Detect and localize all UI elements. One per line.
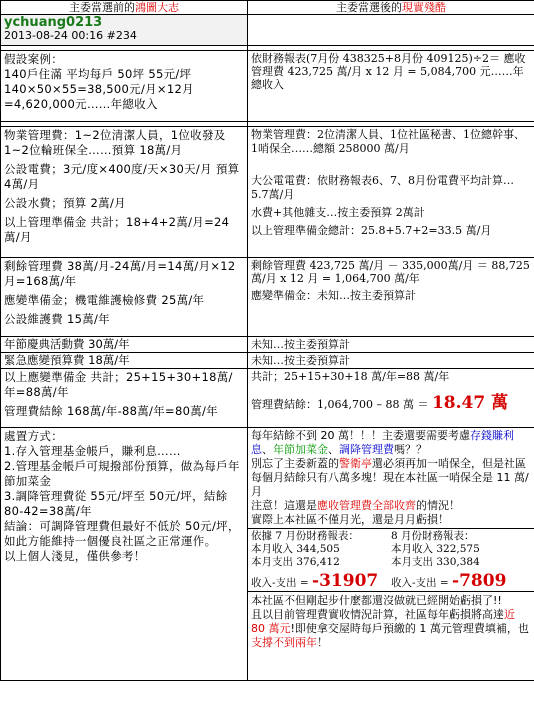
festival-left: 年節慶典活動費 30萬/年 (1, 337, 248, 353)
emergency-left: 緊急應變預算費 18萬/年 (1, 353, 248, 369)
financial-report: 依據 7 月份財務報表： 8 月份財務報表： 本月收入 344,505 本月收入 322,575 本月支出 376,412 本月支出 330,384 收入-支出 = -31907 收入-支出 = -7809 (248, 528, 534, 591)
method-row (1, 428, 534, 681)
net-july: -31907 (312, 571, 379, 591)
case-row (1, 51, 534, 122)
budget-left: 物業管理費：1~2位清潔人員，1位收發及 1~2位輪班保全……預算 18萬/月 公設電費；3元/度×400度/天×30天/月 預算 4萬/月 公設水費；預算 2萬/月 以上管理準備金 共計；18+4+2萬/月=24萬/月 (1, 127, 248, 258)
total-left: 以上應變準備金 共計；25+15+30+18萬/年=88萬/年 管理費結餘 168萬/年-88萬/年=80萬/年 (1, 369, 248, 428)
festival-right: 未知…按主委預算計 (248, 337, 534, 353)
method-right (248, 428, 534, 681)
budget-row (1, 127, 534, 258)
conclusion: 本社區不但剛起步什麼都還沒做就已經開始虧損了!! 且以目前管理費實收情況計算，社區每年虧損將高達近 80 萬元!即使拿交屋時每戶預繳的 1 萬元管理費填補，也支撐不到兩年！ (248, 591, 534, 652)
case-right: 依財務報表(7月份 438325+8月份 409125)÷2＝ 應收管理費 423,725 萬/月 x 12 月 = 5,084,700 元……年總收入 (248, 51, 534, 122)
remaining-left: 剩餘管理費 38萬/月-24萬/月=14萬/月×12月=168萬/年 應變準備金；機電維護檢修費 25萬/年 公設維護費 15萬/年 (1, 258, 248, 337)
total-right: 共計；25+15+30+18 萬/年=88 萬/年 管理費結餘：1,064,700 – 88 萬 ＝ 18.47 萬 (248, 369, 534, 428)
festival-row (1, 337, 534, 353)
emergency-right: 未知…按主委預算計 (248, 353, 534, 369)
post-info (1, 15, 248, 46)
remaining-right: 剩餘管理費 423,725 萬/月 － 335,000萬/月 ＝ 88,725 萬/月 x 12 月 = 1,064,700 萬/年 應變準備金：未知…按主委預算計 (248, 258, 534, 337)
commentary: 每年結餘不到 20 萬！！！主委還要需要考慮存錢賺利息、年節加菜金、調降管理費嗎？？ 別忘了主委新蓋的警衛亭還必須再加一哨保全，但是社區每個月結餘只有八萬多塊！現在本社區一哨保全是 11 萬/月 注意！這還是應收管理費全部收齊的情況！ 實際上本社區不僅月光，還是月月虧損！ (251, 429, 529, 526)
balance-figure: 18.47 萬 (431, 393, 509, 413)
header-before: 主委當選前的鴻圖大志 (1, 1, 248, 15)
method-left: 處置方式： 1.存入管理基金帳戶，賺利息…… 2.管理基金帳戶可規撥部份預算，做為每戶年節加菜金 3.調降管理費從 55元/坪至 50元/坪，結餘 80-42=38萬/年 結論：可調降管理費但最好不低於 50元/坪，如此方能維持一個優良社區之正常運作。 以上個人淺見，僅供參考！ (1, 428, 248, 681)
remaining-row (1, 258, 534, 337)
username-link[interactable]: ychuang0213 (4, 15, 103, 30)
case-left: 假設案例： 140戶住滿 平均每戶 50坪 55元/坪 140×50×55=38,500元/月×12月 =4,620,000元……年總收入 (1, 51, 248, 122)
net-august: -7809 (452, 571, 507, 591)
header-row (1, 1, 534, 15)
emergency-row (1, 353, 534, 369)
total-row (1, 369, 534, 428)
post-info-row (1, 15, 534, 46)
header-after: 主委當選後的現實殘酷 (248, 1, 534, 15)
budget-right: 物業管理費：2位清潔人員、1位社區秘書、1位總幹事、1哨保全……總額 258000 萬/月 大公電電費：依財務報表6、7、8月份電費平均計算…5.7萬/月 水費+其他雜支…按主委預算 2萬計 以上管理準備金總計：25.8+5.7+2=33.5 萬/月 (248, 127, 534, 258)
post-meta: 2013-08-24 00:16 #234 (4, 29, 137, 42)
